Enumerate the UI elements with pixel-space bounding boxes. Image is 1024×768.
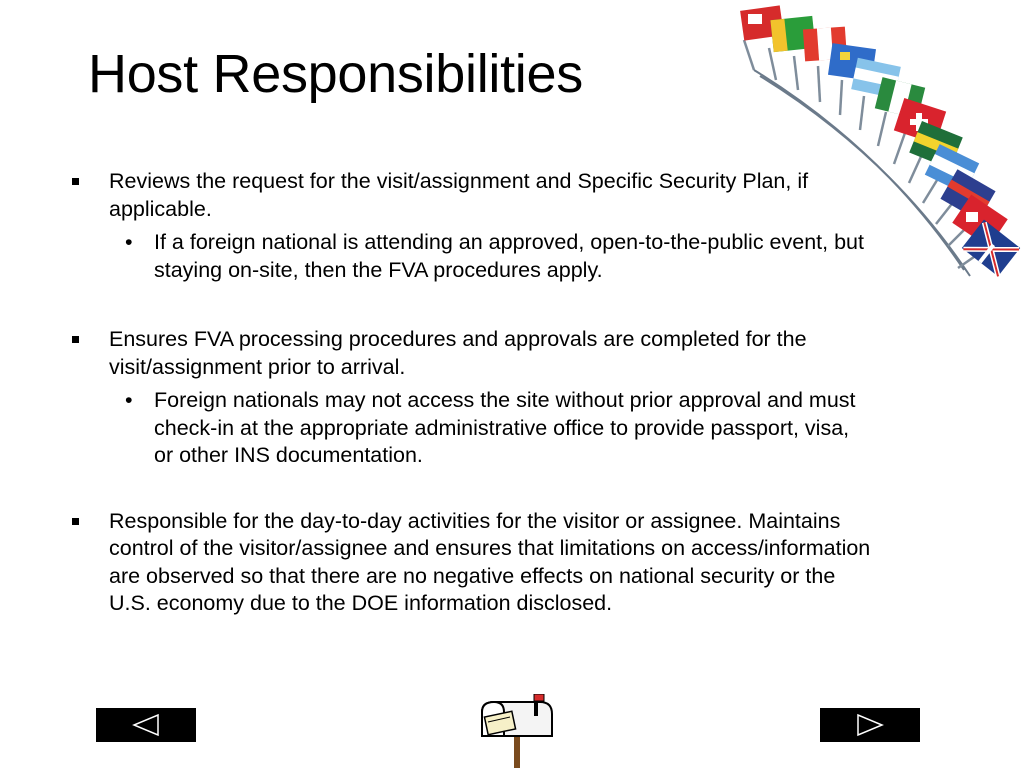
bullet-3 bbox=[72, 508, 872, 618]
bullet-text: Reviews the request for the visit/assignment and Specific Security Plan, if applicable. bbox=[109, 169, 809, 221]
sub-bullet-marker: • bbox=[125, 230, 133, 254]
sub-bullet-marker: • bbox=[125, 388, 133, 412]
bullet-text: Ensures FVA processing procedures and approvals are completed for the visit/assignment prior to arrival. bbox=[109, 327, 807, 379]
previous-slide-button[interactable] bbox=[96, 708, 196, 742]
square-bullet-icon bbox=[72, 336, 79, 343]
left-triangle-icon bbox=[131, 713, 161, 737]
next-slide-button[interactable] bbox=[820, 708, 920, 742]
slide-title: Host Responsibilities bbox=[88, 44, 583, 104]
square-bullet-icon bbox=[72, 178, 79, 185]
mailbox-icon[interactable] bbox=[474, 694, 558, 768]
sub-bullet-text: Foreign nationals may not access the site without prior approval and must check-in at the appropriate administrative office to provide passport, visa, or other INS documentation. bbox=[154, 388, 856, 467]
slide-body bbox=[72, 168, 872, 618]
bullet-1 bbox=[72, 168, 872, 223]
sub-bullet-1 bbox=[72, 229, 872, 284]
square-bullet-icon bbox=[72, 518, 79, 525]
bullet-text: Responsible for the day-to-day activities for the visitor or assignee. Maintains control of the visitor/assignee and ensures that limitations on access/information are observed so that there are no negative effects on national security or the U.S. economy due to the DOE information disclosed. bbox=[109, 508, 871, 615]
sub-bullet-2 bbox=[72, 387, 872, 470]
sub-bullet-text: If a foreign national is attending an approved, open-to-the-public event, but staying on-site, then the FVA procedures apply. bbox=[154, 230, 864, 282]
bullet-2 bbox=[72, 326, 872, 381]
right-triangle-icon bbox=[855, 713, 885, 737]
